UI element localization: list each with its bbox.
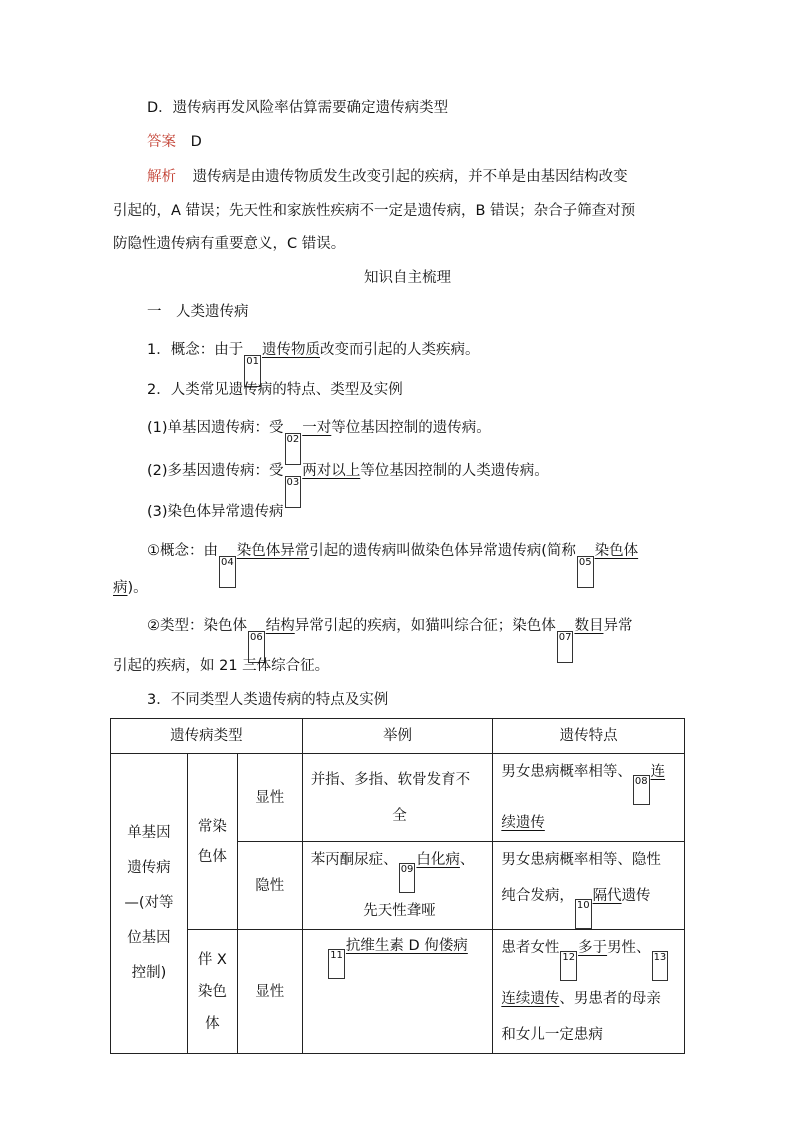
answer-line bbox=[147, 132, 202, 152]
autosomal-cell: 常染 色体 bbox=[187, 754, 237, 930]
blank-number: 13 bbox=[652, 951, 669, 981]
type-line-2: 引起的疾病，如 21 三体综合征。 bbox=[113, 658, 330, 674]
disease-table bbox=[110, 718, 685, 1054]
blank-number: 01 bbox=[244, 355, 261, 387]
feature-cell: 男女患病概率相等、隐性 纯合发病，10隔代遗传 bbox=[493, 842, 685, 930]
item-1: 1．概念：由于01遗传物质改变而引起的人类疾病。 bbox=[147, 340, 479, 387]
blank-answer: 两对以上 bbox=[302, 463, 361, 479]
blank-number: 04 bbox=[219, 556, 236, 588]
blank-answer: 染色体 bbox=[594, 543, 639, 559]
analysis-line-2: 引起的，A 错误；先天性和家族性疾病不一定是遗传病，B 错误；杂合子筛查对预 bbox=[113, 203, 636, 219]
table-row bbox=[111, 930, 685, 1054]
example-cell: 苯丙酮尿症、09白化病、 先天性聋哑 bbox=[302, 842, 493, 930]
blank-answer: 一对 bbox=[302, 420, 332, 436]
blank-answer: 染色体异常 bbox=[236, 543, 310, 559]
part-1-heading: 一 人类遗传病 bbox=[147, 304, 249, 320]
recessive-cell: 隐性 bbox=[237, 842, 302, 930]
header-type: 遗传病类型 bbox=[111, 719, 303, 754]
dominant-cell: 显性 bbox=[237, 930, 302, 1054]
header-feature: 遗传特点 bbox=[493, 719, 685, 754]
header-example: 举例 bbox=[302, 719, 493, 754]
item-3: 3．不同类型人类遗传病的特点及实例 bbox=[147, 692, 389, 708]
blank-number: 06 bbox=[248, 631, 265, 663]
analysis-label: 解析 bbox=[147, 169, 176, 185]
answer-value: D bbox=[190, 134, 202, 150]
blank-number: 12 bbox=[560, 951, 577, 981]
item-2-3: (3)染色体异常遗传病 bbox=[147, 504, 284, 520]
analysis-line-3: 防隐性遗传病有重要意义，C 错误。 bbox=[113, 236, 346, 252]
xlinked-cell: 伴 X 染色 体 bbox=[187, 930, 237, 1054]
blank-answer: 结构 bbox=[265, 618, 295, 634]
blank-answer: 遗传物质 bbox=[261, 342, 320, 358]
blank-number: 10 bbox=[575, 899, 592, 929]
blank-number: 05 bbox=[577, 556, 594, 588]
blank-number: 03 bbox=[285, 476, 302, 508]
blank-answer: 数目 bbox=[574, 618, 604, 634]
dominant-cell: 显性 bbox=[237, 754, 302, 842]
table-header-row bbox=[111, 719, 685, 754]
item-2: 2．人类常见遗传病的特点、类型及实例 bbox=[147, 382, 403, 398]
concept-line-2: 病)。 bbox=[113, 580, 148, 596]
item-2-2: (2)多基因遗传病：受03两对以上等位基因控制的人类遗传病。 bbox=[147, 461, 549, 508]
blank-number: 11 bbox=[328, 949, 345, 979]
item-2-1: (1)单基因遗传病：受02一对等位基因控制的遗传病。 bbox=[147, 418, 491, 465]
analysis-line-1: 解析 遗传病是由遗传物质发生改变引起的疾病，并不单是由基因结构改变 bbox=[147, 169, 628, 185]
section-title: 知识自主梳理 bbox=[364, 270, 451, 286]
type-line-1: ②类型：染色体06结构异常引起的疾病，如猫叫综合征；染色体07数目异常 bbox=[147, 616, 632, 663]
group-cell: 单基因 遗传病 —(对等 位基因 控制) bbox=[111, 754, 188, 1054]
blank-number: 08 bbox=[633, 775, 650, 805]
blank-number: 07 bbox=[557, 631, 574, 663]
concept-line-1: ①概念：由04染色体异常引起的遗传病叫做染色体异常遗传病(简称05染色体 bbox=[147, 541, 638, 588]
answer-label: 答案 bbox=[147, 134, 176, 150]
option-d: D．遗传病再发风险率估算需要确定遗传病类型 bbox=[147, 100, 449, 116]
example-cell: 并指、多指、软骨发育不 全 bbox=[302, 754, 493, 842]
blank-number: 09 bbox=[399, 863, 416, 893]
feature-cell: 男女患病概率相等、08连 续遗传 bbox=[493, 754, 685, 842]
table-row bbox=[111, 754, 685, 842]
feature-cell: 患者女性12多于男性、13 连续遗传、男患者的母亲 和女儿一定患病 bbox=[493, 930, 685, 1054]
blank-number: 02 bbox=[285, 433, 302, 465]
example-cell: 11抗维生素 D 佝偻病 bbox=[302, 930, 493, 1054]
